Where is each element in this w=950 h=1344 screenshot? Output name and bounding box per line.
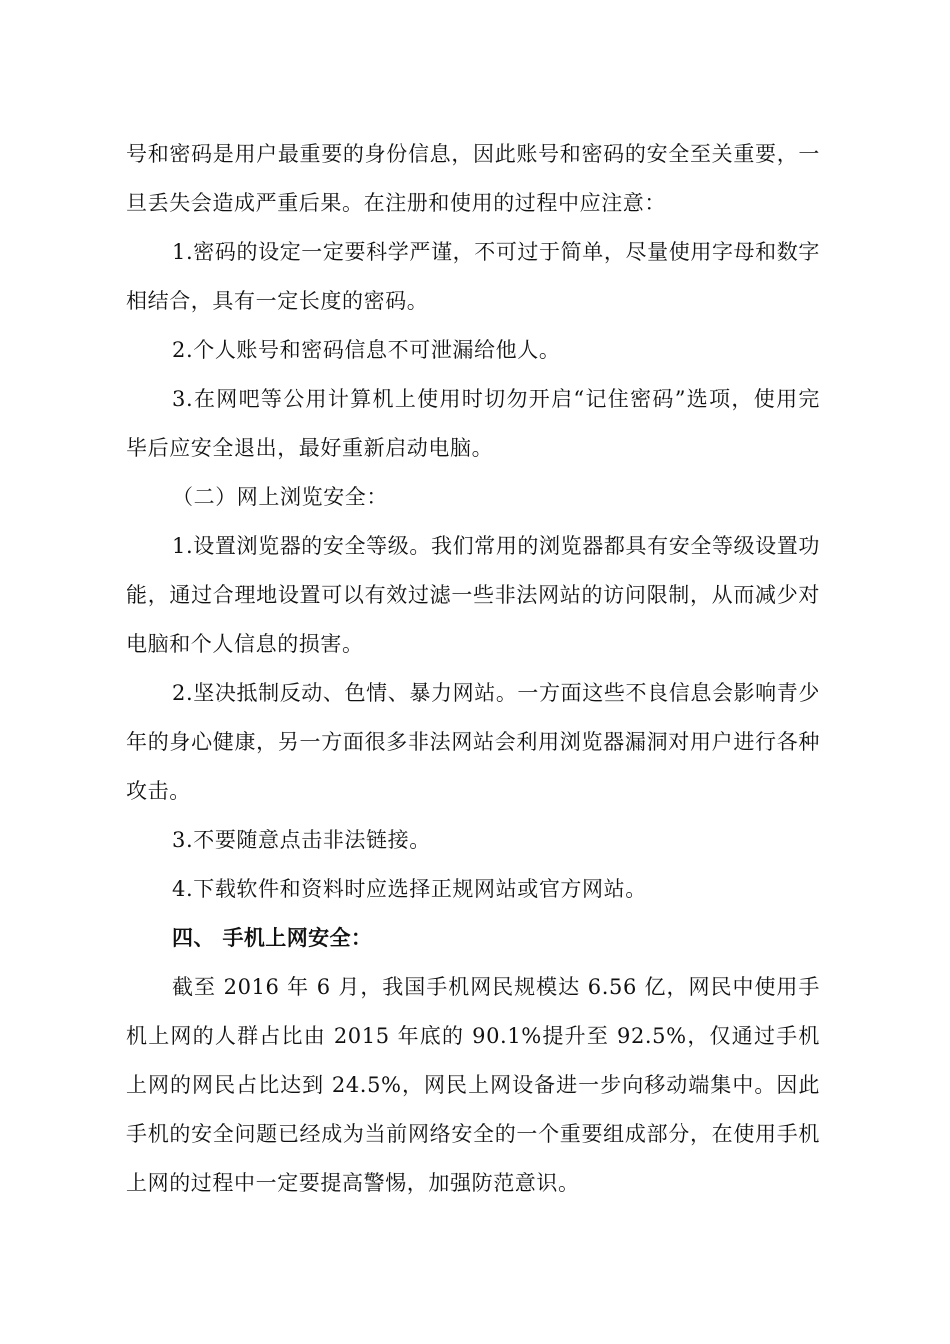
- section-heading-mobile-safety: 四、 手机上网安全：: [172, 926, 373, 950]
- paragraph-password-tip-3: 3.在网吧等公用计算机上使用时切勿开启“记住密码”选项，使用完毕后应安全退出，最好重新启动电脑。: [126, 387, 820, 460]
- paragraph-browsing-tip-2: 2.坚决抵制反动、色情、暴力网站。一方面这些不良信息会影响青少年的身心健康，另一方面很多非法网站会利用浏览器漏洞对用户进行各种攻击。: [126, 681, 820, 803]
- paragraph-browsing-tip-4: 4.下载软件和资料时应选择正规网站或官方网站。: [172, 877, 647, 901]
- paragraph-password-tip-2: 2.个人账号和密码信息不可泄漏给他人。: [172, 338, 561, 362]
- subheading-browsing-safety: （二）网上浏览安全：: [172, 485, 388, 509]
- paragraph-account-intro: 号和密码是用户最重要的身份信息，因此账号和密码的安全至关重要，一旦丢失会造成严重后果。在注册和使用的过程中应注意：: [126, 142, 820, 215]
- paragraph-browsing-tip-1: 1.设置浏览器的安全等级。我们常用的浏览器都具有安全等级设置功能，通过合理地设置可以有效过滤一些非法网站的访问限制，从而减少对电脑和个人信息的损害。: [126, 534, 820, 656]
- paragraph-password-tip-1: 1.密码的设定一定要科学严谨，不可过于简单，尽量使用字母和数字相结合，具有一定长度的密码。: [126, 240, 820, 313]
- paragraph-mobile-stats: 截至 2016 年 6 月，我国手机网民规模达 6.56 亿，网民中使用手机上网的人群占比由 2015 年底的 90.1%提升至 92.5%，仅通过手机上网的网民占比达到 24.5%，网民上网设备进一步向移动端集中。因此手机的安全问题已经成为当前网络安全的一个重要组成部分，在使用手机上网的过程中一定要提高警惕，加强防范意识。: [126, 975, 820, 1195]
- paragraph-browsing-tip-3: 3.不要随意点击非法链接。: [172, 828, 431, 852]
- document-body: [126, 130, 820, 1208]
